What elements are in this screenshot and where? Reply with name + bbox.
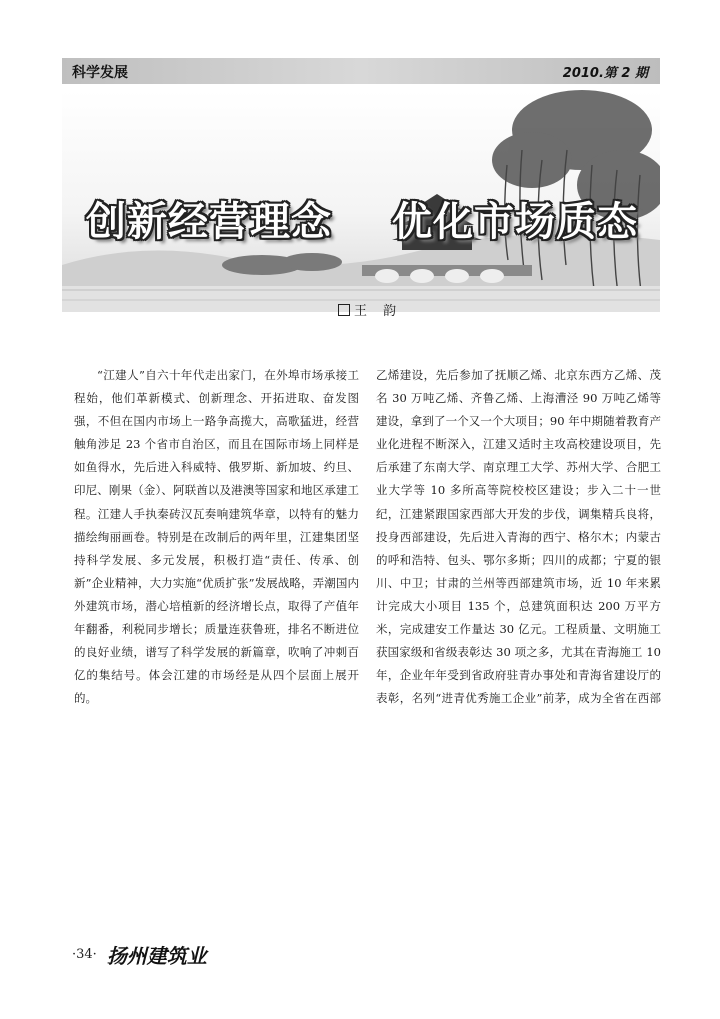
article-column-right xyxy=(376,364,661,712)
issue-label: 2010.第 2 期 xyxy=(562,66,648,81)
author-line xyxy=(338,300,402,319)
article-title-part1: 创新经营理念 xyxy=(86,198,332,245)
paragraph: 乙烯建设，先后参加了抚顺乙烯、北京东西方乙烯、茂名 30 万吨乙烯、齐鲁乙烯、上海漕泾 90 万吨乙烯等建设，拿到了一个又一个大项目；90 年中期随着教育产业化进程不断深入，江建又适时主攻高校建设项目，先后承建了东南大学、南京理工大学、苏州大学、合肥工业大学等 10 多所高等院校校区建设；步入二十一世纪，江建紧跟国家西部大开发的步伐，调集精兵良将，投身西部建设，先后进入青海的西宁、格尔木；内蒙古的呼和浩特、包头、鄂尔多斯；四川的成都；宁夏的银川、中卫；甘肃的兰州等西部建筑市场，近 10 年来累计完成大小项目 135 个，总建筑面积达 200 万平方米，完成建安工作量达 30 亿元。工程质量、文明施工获国家级和省级表彰达 30 项之多，尤其在青海施工 10 年，企业年年受到省政府驻青办事处和青海省建设厅的表彰，名列“进青优秀施工企业”前茅，成为全省在西部 xyxy=(376,368,661,706)
page-number: ·34· xyxy=(72,947,97,962)
paragraph xyxy=(74,710,359,712)
title-banner-image xyxy=(62,90,660,312)
square-bullet-icon xyxy=(338,304,350,316)
section-label: 科学发展 xyxy=(72,65,128,81)
author-name: 王 韵 xyxy=(354,304,403,319)
page-footer xyxy=(72,940,207,969)
running-header xyxy=(62,58,660,84)
article-column-left xyxy=(74,364,359,712)
magazine-title: 扬州建筑业 xyxy=(106,944,207,968)
article-title-part2: 优化市场质态 xyxy=(392,198,638,245)
paragraph: “江建人”自六十年代走出家门，在外埠市场承接工程始，他们革新模式、创新理念、开拓进取、奋发图强，不但在国内市场上一路争高揽大，高歌猛进，经营触角涉足 23 个省市自治区，而且在国际市场上同样是如鱼得水，先后进入科威特、俄罗斯、新加坡、约旦、印尼、刚果（金）、阿联酋以及港澳等国家和地区承建工程。江建人手执秦砖汉瓦奏响建筑华章，以特有的魅力描绘绚丽画卷。特别是在改制后的两年里，江建集团坚持科学发展、多元发展，积极打造“责任、传承、创新”企业精神，大力实施“优质扩张”发展战略，弄潮国内外建筑市场，潜心培植新的经济增长点，取得了产值年年翻番，利税同步增长；质量连获鲁班，排名不断进位的良好业绩，谱写了科学发展的新篇章，吹响了冲刺百亿的集结号。体会江建的市场经是从四个层面上展开的。 xyxy=(74,368,359,706)
